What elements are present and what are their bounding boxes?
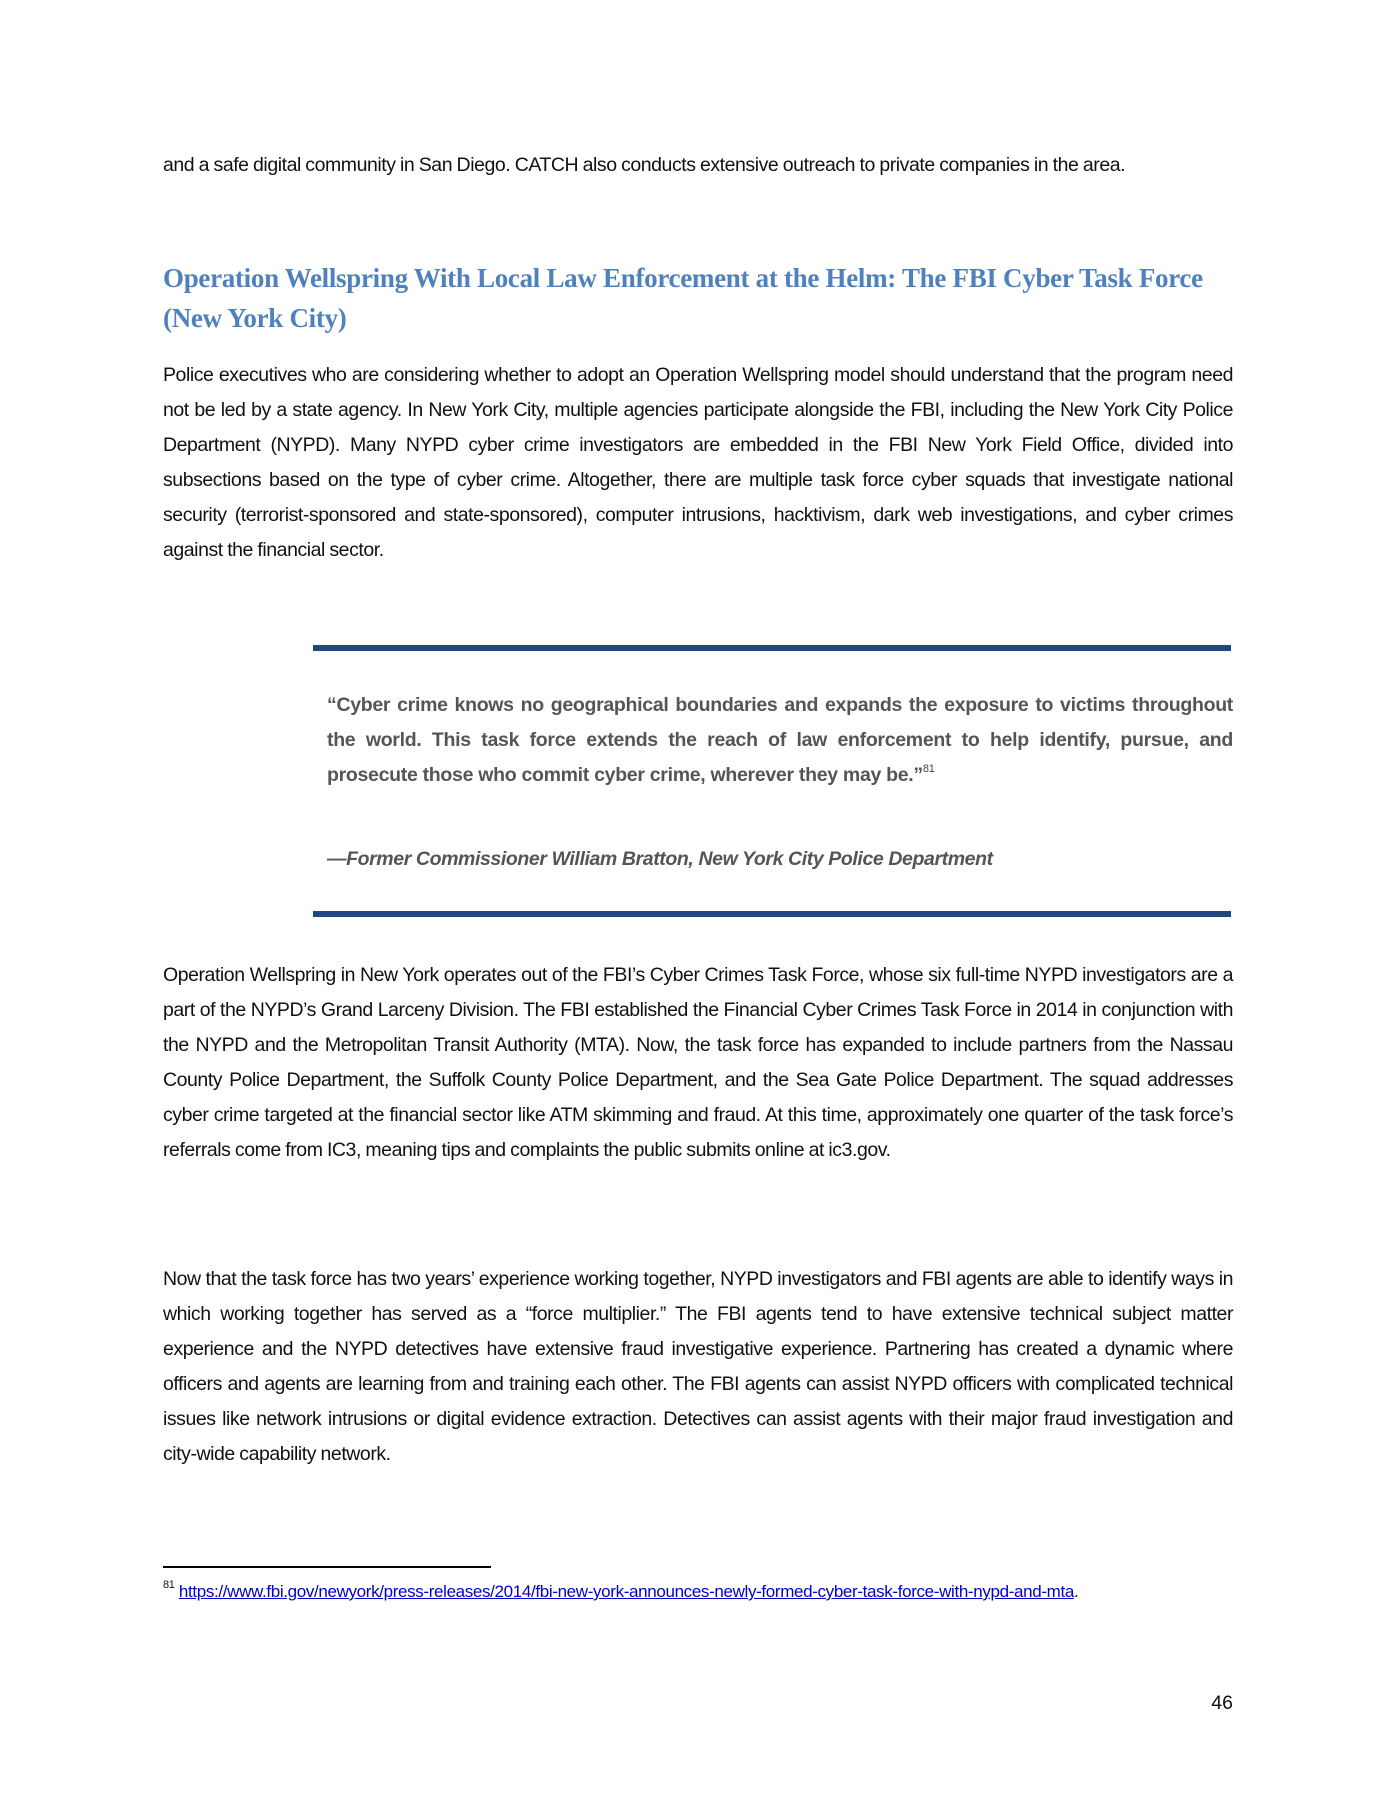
- paragraph-task-force-overview: Police executives who are considering whether to adopt an Operation Wellspring model should understand that the program need not be led by a state agency. In New York City, multiple agencies participate alongside the FBI, including the New York City Police Department (NYPD). Many NYPD cyber crime investigators are embedded in the FBI New York Field Office, divided into subsections based on the type of cyber crime. Altogether, there are multiple task force cyber squads that investigate national security (terrorist-sponsored and state-sponsored), computer intrusions, hacktivism, dark web investigations, and cyber crimes against the financial sector.: [163, 364, 1233, 561]
- intro-continuation-paragraph: and a safe digital community in San Diego. CATCH also conducts extensive outreach to private companies in the area.: [163, 154, 1126, 176]
- section-heading: Operation Wellspring With Local Law Enforcement at the Helm: The FBI Cyber Task Force (New York City): [163, 263, 1203, 333]
- footnote-link[interactable]: https://www.fbi.gov/newyork/press-releases/2014/fbi-new-york-announces-newly-formed-cyber-task-force-with-nypd-and-mta: [178, 1582, 1074, 1601]
- page-number: 46: [1211, 1692, 1233, 1714]
- footnote-number: 81: [163, 1579, 175, 1591]
- paragraph-new-york-operations: Operation Wellspring in New York operates out of the FBI’s Cyber Crimes Task Force, whose six full-time NYPD investigators are a part of the NYPD’s Grand Larceny Division. The FBI established the Financial Cyber Crimes Task Force in 2014 in conjunction with the NYPD and the Metropolitan Transit Authority (MTA). Now, the task force has expanded to include partners from the Nassau County Police Department, the Suffolk County Police Department, and the Sea Gate Police Department. The squad addresses cyber crime targeted at the financial sector like ATM skimming and fraud. At this time, approximately one quarter of the task force’s referrals come from IC3, meaning tips and complaints the public submits online at ic3.gov.: [163, 964, 1233, 1161]
- footnote-separator: [163, 1566, 491, 1568]
- pull-quote-body: “Cyber crime knows no geographical boundaries and expands the exposure to victims throughout the world. This task force extends the reach of law enforcement to help identify, pursue, and prosecute those who commit cyber crime, wherever they may be.”: [327, 694, 1233, 786]
- pull-quote-top-rule: [313, 645, 1231, 651]
- paragraph-force-multiplier: Now that the task force has two years’ experience working together, NYPD investigators and FBI agents are able to identify ways in which working together has served as a “force multiplier.” The FBI agents tend to have extensive technical subject matter experience and the NYPD detectives have extensive fraud investigative experience. Partnering has created a dynamic where officers and agents are learning from and training each other. The FBI agents can assist NYPD officers with complicated technical issues like network intrusions or digital evidence extraction. Detectives can assist agents with their major fraud investigation and city-wide capability network.: [163, 1268, 1233, 1465]
- pull-quote-bottom-rule: [313, 911, 1231, 917]
- footnote-reference[interactable]: 81: [922, 763, 935, 775]
- pull-quote-text: [327, 688, 1233, 793]
- pull-quote-attribution: —Former Commissioner William Bratton, New York City Police Department: [327, 848, 993, 870]
- footnote: [163, 1578, 1233, 1605]
- footnote-trailing-period: .: [1073, 1582, 1079, 1601]
